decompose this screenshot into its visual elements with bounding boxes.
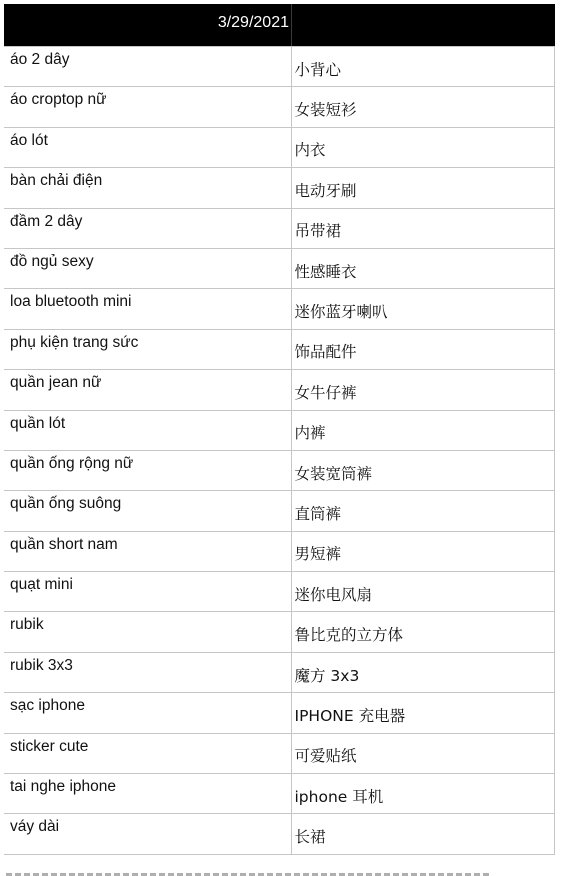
chinese-term-cell[interactable]: 魔方 3x3 (291, 652, 555, 692)
table-row (4, 733, 555, 773)
table-row (4, 289, 555, 329)
table-row (4, 814, 555, 854)
table-row (4, 329, 555, 369)
chinese-term-cell[interactable]: 性感睡衣 (291, 248, 555, 288)
vietnamese-term-cell[interactable]: áo 2 dây (4, 47, 291, 87)
vietnamese-term-cell[interactable]: rubik 3x3 (4, 652, 291, 692)
table-row (4, 127, 555, 167)
vietnamese-term-cell[interactable]: sạc iphone (4, 693, 291, 733)
chinese-term-cell[interactable]: 饰品配件 (291, 329, 555, 369)
vietnamese-term-cell[interactable]: quần ống rộng nữ (4, 450, 291, 490)
table-row (4, 491, 555, 531)
vietnamese-term-cell[interactable]: áo lót (4, 127, 291, 167)
table-row (4, 47, 555, 87)
header-empty-cell[interactable] (291, 4, 555, 46)
table-row (4, 410, 555, 450)
vietnamese-term-cell[interactable]: tai nghe iphone (4, 774, 291, 814)
table-row (4, 774, 555, 814)
chinese-term-cell[interactable]: 男短裤 (291, 531, 555, 571)
table-row (4, 693, 555, 733)
chinese-term-cell[interactable]: 内裤 (291, 410, 555, 450)
chinese-term-cell[interactable]: 内衣 (291, 127, 555, 167)
chinese-term-cell[interactable]: 迷你电风扇 (291, 572, 555, 612)
vietnamese-term-cell[interactable]: bàn chải điện (4, 168, 291, 208)
chinese-term-cell[interactable]: 女装宽筒裤 (291, 450, 555, 490)
cut-off-footer-text (6, 868, 490, 876)
translation-table (4, 46, 555, 855)
table-row (4, 168, 555, 208)
date-header-cell[interactable]: 3/29/2021 (4, 4, 291, 46)
header-row (4, 4, 555, 46)
chinese-term-cell[interactable]: 迷你蓝牙喇叭 (291, 289, 555, 329)
vietnamese-term-cell[interactable]: đầm 2 dây (4, 208, 291, 248)
table-body (4, 47, 555, 855)
table-row (4, 612, 555, 652)
chinese-term-cell[interactable]: 可爱贴纸 (291, 733, 555, 773)
table-row (4, 572, 555, 612)
chinese-term-cell[interactable]: 电动牙刷 (291, 168, 555, 208)
vietnamese-term-cell[interactable]: quần jean nữ (4, 370, 291, 410)
table-row (4, 208, 555, 248)
table-row (4, 370, 555, 410)
chinese-term-cell[interactable]: IPHONE 充电器 (291, 693, 555, 733)
chinese-term-cell[interactable]: iphone 耳机 (291, 774, 555, 814)
vietnamese-term-cell[interactable]: váy dài (4, 814, 291, 854)
chinese-term-cell[interactable]: 长裙 (291, 814, 555, 854)
table-row (4, 652, 555, 692)
vietnamese-term-cell[interactable]: loa bluetooth mini (4, 289, 291, 329)
vietnamese-term-cell[interactable]: quạt mini (4, 572, 291, 612)
vietnamese-term-cell[interactable]: sticker cute (4, 733, 291, 773)
chinese-term-cell[interactable]: 小背心 (291, 47, 555, 87)
table-row (4, 248, 555, 288)
spreadsheet (4, 4, 555, 855)
vietnamese-term-cell[interactable]: quần short nam (4, 531, 291, 571)
vietnamese-term-cell[interactable]: rubik (4, 612, 291, 652)
chinese-term-cell[interactable]: 吊带裙 (291, 208, 555, 248)
chinese-term-cell[interactable]: 女牛仔裤 (291, 370, 555, 410)
vietnamese-term-cell[interactable]: quần lót (4, 410, 291, 450)
vietnamese-term-cell[interactable]: áo croptop nữ (4, 87, 291, 127)
table-row (4, 450, 555, 490)
chinese-term-cell[interactable]: 直筒裤 (291, 491, 555, 531)
vietnamese-term-cell[interactable]: đồ ngủ sexy (4, 248, 291, 288)
table-row (4, 87, 555, 127)
chinese-term-cell[interactable]: 鲁比克的立方体 (291, 612, 555, 652)
chinese-term-cell[interactable]: 女装短衫 (291, 87, 555, 127)
vietnamese-term-cell[interactable]: quần ống suông (4, 491, 291, 531)
table-row (4, 531, 555, 571)
vietnamese-term-cell[interactable]: phụ kiện trang sức (4, 329, 291, 369)
